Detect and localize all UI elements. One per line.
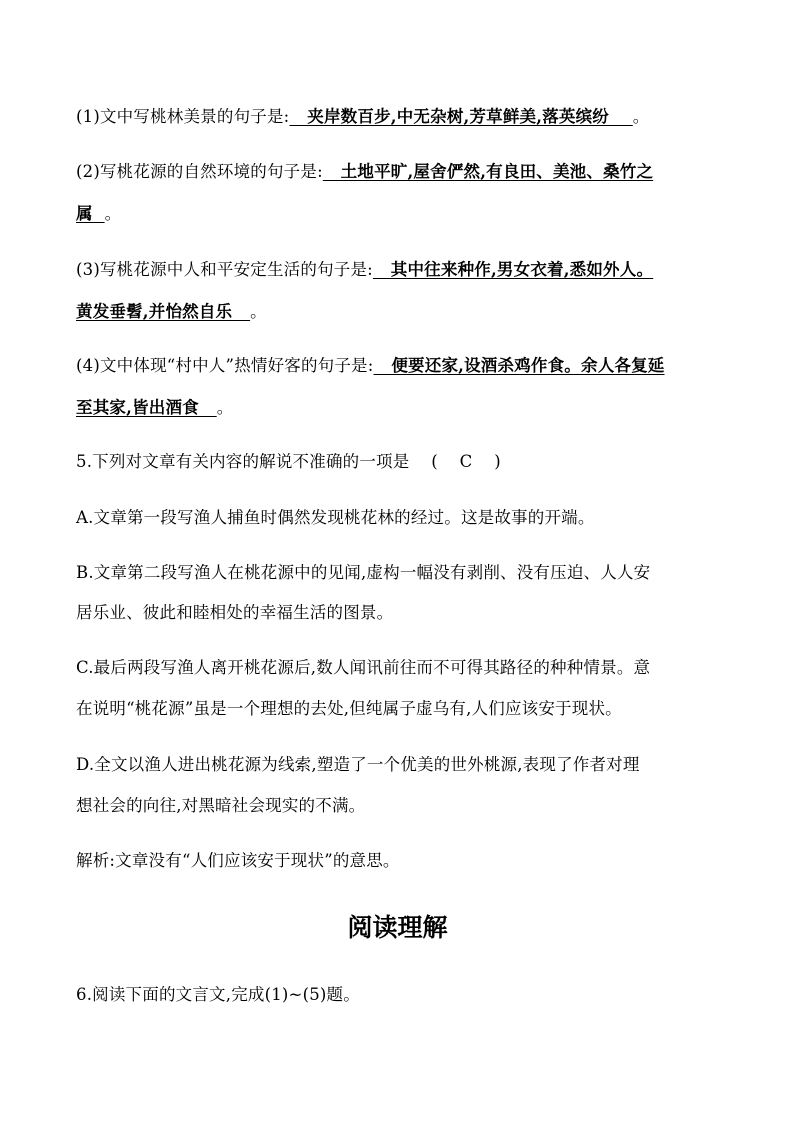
q5-option-d-line2: 想社会的向往,对黑暗社会现实的不满。: [76, 796, 366, 815]
q4-item-4-prompt: (4)文中体现“村中人”热情好客的句子是:: [76, 356, 374, 375]
q4-item-3-line1: [76, 259, 653, 281]
q4-item-1-end: 。: [632, 107, 650, 126]
q5-option-b-line1: B.文章第二段写渔人在桃花源中的见闻,虚构一幅没有剥削、没有压迫、人人安: [76, 563, 651, 582]
q4-item-2-answer-part2: 属: [76, 204, 105, 223]
q4-item-1: [76, 106, 649, 128]
q4-item-2-line2: [76, 203, 121, 225]
q5-option-d-line1: D.全文以渔人进出桃花源为线索,塑造了一个优美的世外桃源,表现了作者对理: [76, 755, 640, 774]
q5-stem: 5.下列对文章有关内容的解说不准确的一项是 ( C ): [76, 452, 501, 471]
q4-item-2-line1: [76, 161, 653, 183]
q4-item-3-answer-part1: 其中往来种作,男女衣着,悉如外人。: [372, 260, 654, 279]
q4-item-4-end: 。: [216, 398, 234, 417]
q6-stem: 6.阅读下面的文言文,完成(1)~(5)题。: [76, 985, 360, 1004]
q5-option-a: A.文章第一段写渔人捕鱼时偶然发现桃花林的经过。这是故事的开端。: [76, 508, 595, 527]
q4-item-3-end: 。: [250, 302, 267, 321]
q5-option-b-line2: 居乐业、彼此和睦相处的幸福生活的图景。: [76, 603, 394, 622]
q4-item-2-answer-part1: 土地平旷,屋舍俨然,有良田、美池、桑竹之: [322, 162, 654, 181]
q4-item-1-answer: 夹岸数百步,中无杂树,芳草鲜美,落英缤纷: [289, 107, 633, 126]
q5-option-c-line2: 在说明“桃花源”虽是一个理想的去处,但纯属子虚乌有,人们应该安于现状。: [76, 699, 622, 718]
q5-option-c-line1: C.最后两段写渔人离开桃花源后,数人闻讯前往而不可得其路径的种种情景。意: [76, 658, 651, 677]
q4-item-4-line1: [76, 355, 665, 377]
q4-item-4-line2: [76, 397, 233, 419]
q4-item-2-end: 。: [104, 204, 122, 223]
q4-item-2-prompt: (2)写桃花源的自然环境的句子是:: [76, 162, 323, 181]
q5-analysis: 解析:文章没有“人们应该安于现状”的意思。: [76, 851, 400, 870]
q4-item-3-line2: [76, 301, 267, 323]
q4-item-4-answer-part1: 便要还家,设酒杀鸡作食。余人各复延: [373, 356, 665, 375]
q4-item-3-answer-part2: 黄发垂髫,并怡然自乐: [76, 302, 251, 321]
q4-item-1-prompt: (1)文中写桃林美景的句子是:: [76, 107, 290, 126]
section-title: 阅读理解: [347, 913, 448, 942]
q4-item-3-prompt: (3)写桃花源中人和平安定生活的句子是:: [76, 260, 373, 279]
q4-item-4-answer-part2: 至其家,皆出酒食: [76, 398, 217, 417]
